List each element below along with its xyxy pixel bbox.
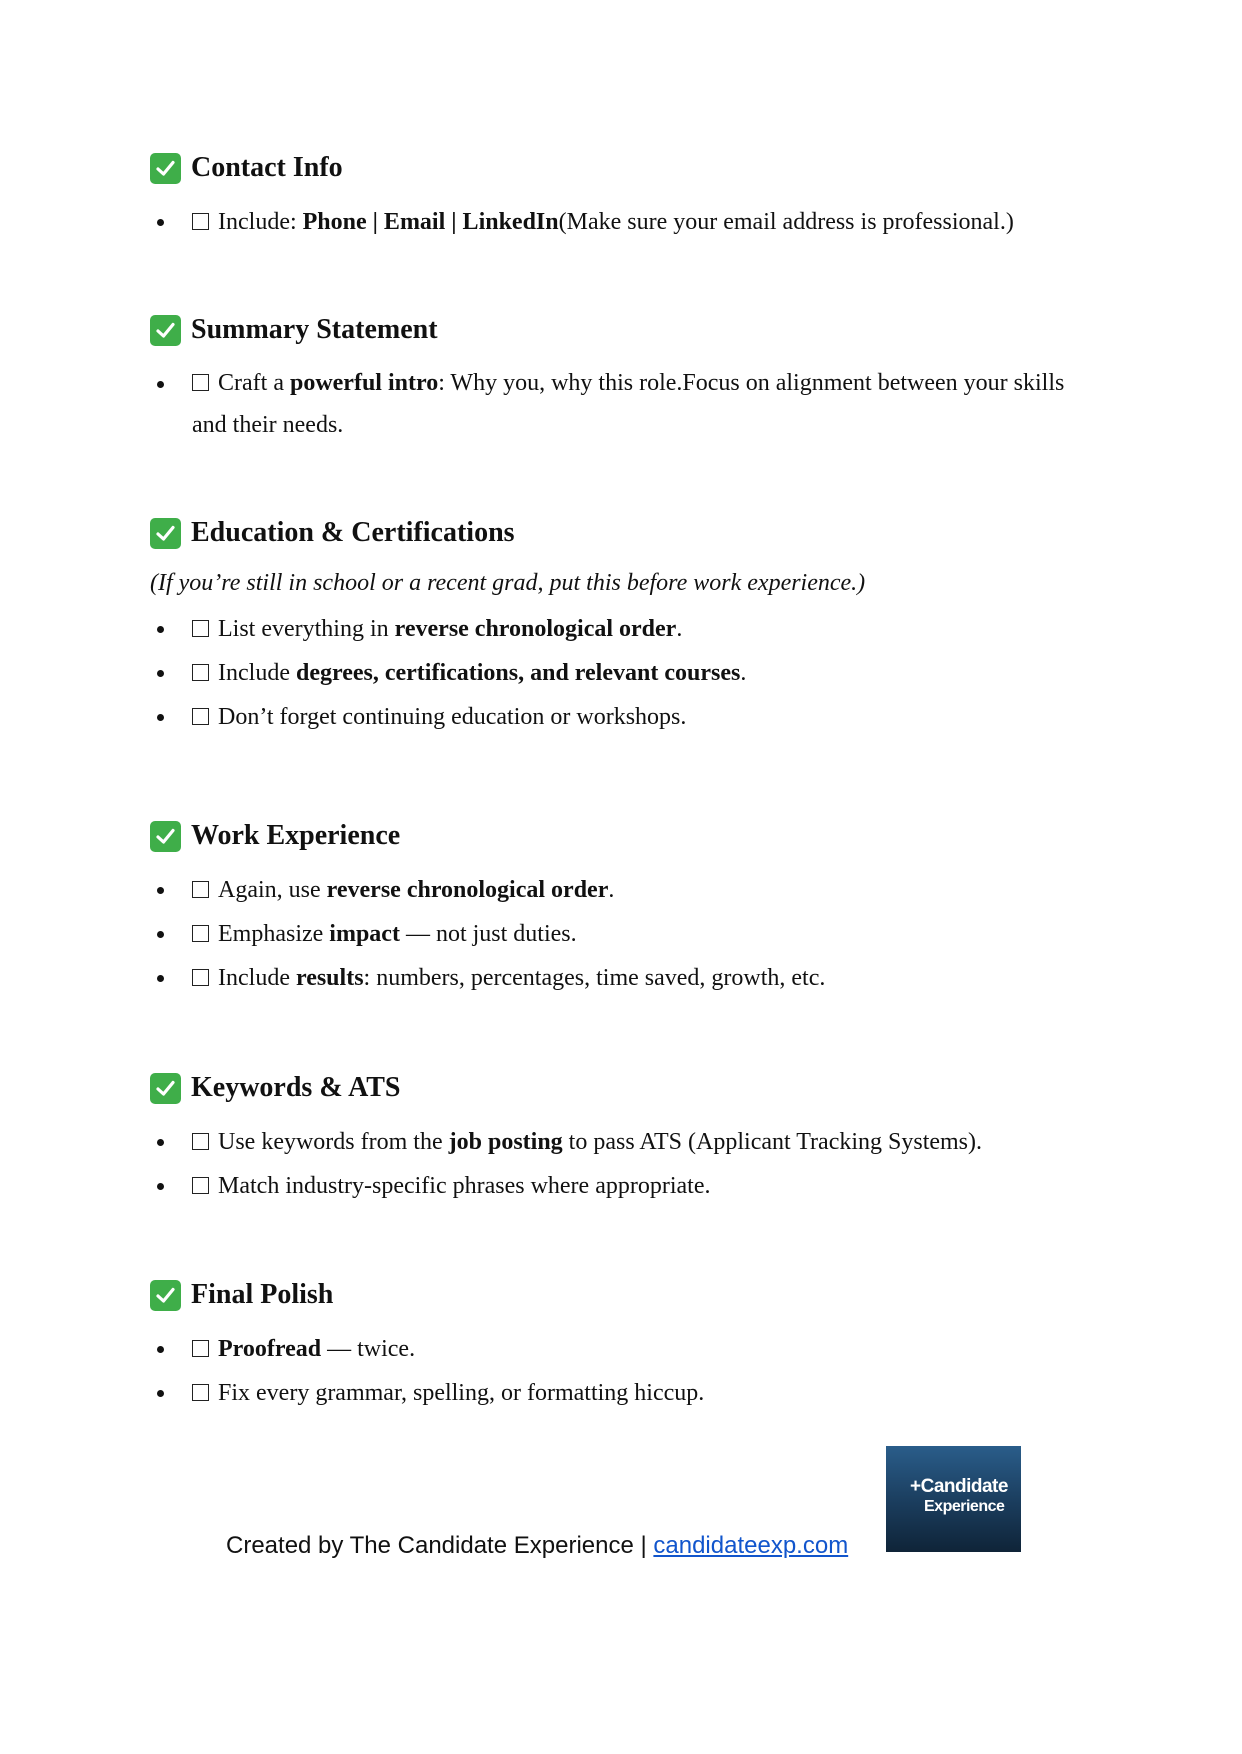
section-contact-info bbox=[150, 148, 1110, 244]
checklist-item: Match industry-specific phrases where appropriate. bbox=[150, 1164, 1110, 1208]
checkbox-icon[interactable] bbox=[192, 969, 209, 986]
section-title: Summary Statement bbox=[191, 314, 438, 345]
checkbox-icon[interactable] bbox=[192, 213, 209, 230]
bullet-icon bbox=[157, 626, 164, 633]
bullet-icon bbox=[157, 381, 164, 388]
checkbox-icon[interactable] bbox=[192, 374, 209, 391]
section-title: Contact Info bbox=[191, 152, 343, 183]
checkbox-icon[interactable] bbox=[192, 1133, 209, 1150]
bullet-icon bbox=[157, 219, 164, 226]
bullet-icon bbox=[157, 714, 164, 721]
candidate-experience-logo bbox=[886, 1446, 1021, 1552]
checklist bbox=[150, 607, 1110, 739]
check-mark-icon bbox=[150, 1073, 181, 1104]
footer-credit bbox=[226, 1526, 848, 1566]
section-keywords-ats bbox=[150, 1068, 1110, 1208]
section-education-certifications bbox=[150, 513, 1110, 739]
checkbox-icon[interactable] bbox=[192, 925, 209, 942]
section-heading bbox=[150, 148, 1110, 188]
check-mark-icon bbox=[150, 1280, 181, 1311]
checklist-item: Include degrees, certifications, and relevant courses. bbox=[150, 651, 1110, 695]
logo-line-2: Experience bbox=[924, 1498, 1005, 1515]
checklist-item: Craft a powerful intro: Why you, why this role.Focus on alignment between your skills and their needs. bbox=[150, 362, 1070, 446]
checklist-item: Use keywords from the job posting to pass ATS (Applicant Tracking Systems). bbox=[150, 1120, 1110, 1164]
checklist bbox=[150, 1120, 1110, 1208]
section-heading bbox=[150, 816, 1110, 856]
checklist-item: Emphasize impact — not just duties. bbox=[150, 912, 1110, 956]
check-mark-icon bbox=[150, 315, 181, 346]
section-heading bbox=[150, 1275, 1110, 1315]
section-note: (If you’re still in school or a recent grad, put this before work experience.) bbox=[150, 570, 866, 596]
checkbox-icon[interactable] bbox=[192, 620, 209, 637]
checklist-item: Again, use reverse chronological order. bbox=[150, 868, 1110, 912]
checklist bbox=[150, 200, 1110, 244]
checkbox-icon[interactable] bbox=[192, 708, 209, 725]
bullet-icon bbox=[157, 975, 164, 982]
checklist-item: Don’t forget continuing education or workshops. bbox=[150, 695, 1110, 739]
footer-text: Created by The Candidate Experience | bbox=[226, 1532, 654, 1559]
bullet-icon bbox=[157, 1346, 164, 1353]
section-work-experience bbox=[150, 816, 1110, 1000]
checkbox-icon[interactable] bbox=[192, 1177, 209, 1194]
section-title: Education & Certifications bbox=[191, 517, 515, 548]
section-title: Work Experience bbox=[191, 820, 401, 851]
checkbox-icon[interactable] bbox=[192, 1340, 209, 1357]
check-mark-icon bbox=[150, 821, 181, 852]
checkbox-icon[interactable] bbox=[192, 1384, 209, 1401]
checklist bbox=[150, 1327, 1110, 1415]
checklist-item: Fix every grammar, spelling, or formatting hiccup. bbox=[150, 1371, 1110, 1415]
bullet-icon bbox=[157, 931, 164, 938]
check-mark-icon bbox=[150, 153, 181, 184]
logo-line-1: +Candidate bbox=[910, 1476, 1008, 1497]
bullet-icon bbox=[157, 1139, 164, 1146]
checklist-item: List everything in reverse chronological order. bbox=[150, 607, 1110, 651]
checklist bbox=[150, 362, 1070, 446]
checklist bbox=[150, 868, 1110, 1000]
section-title: Final Polish bbox=[191, 1279, 334, 1310]
checklist-item: Proofread — twice. bbox=[150, 1327, 1110, 1371]
section-heading bbox=[150, 1068, 1110, 1108]
footer-link[interactable]: candidateexp.com bbox=[653, 1532, 849, 1559]
checklist-item: Include: Phone | Email | LinkedIn(Make sure your email address is professional.) bbox=[150, 200, 1110, 244]
checklist-item: Include results: numbers, percentages, time saved, growth, etc. bbox=[150, 956, 1110, 1000]
section-summary-statement bbox=[150, 310, 1110, 446]
bullet-icon bbox=[157, 887, 164, 894]
bullet-icon bbox=[157, 1390, 164, 1397]
bullet-icon bbox=[157, 670, 164, 677]
checkbox-icon[interactable] bbox=[192, 664, 209, 681]
section-heading bbox=[150, 310, 1110, 350]
section-heading bbox=[150, 513, 1110, 553]
section-final-polish bbox=[150, 1275, 1110, 1415]
check-mark-icon bbox=[150, 518, 181, 549]
section-title: Keywords & ATS bbox=[191, 1072, 401, 1103]
checkbox-icon[interactable] bbox=[192, 881, 209, 898]
bullet-icon bbox=[157, 1183, 164, 1190]
